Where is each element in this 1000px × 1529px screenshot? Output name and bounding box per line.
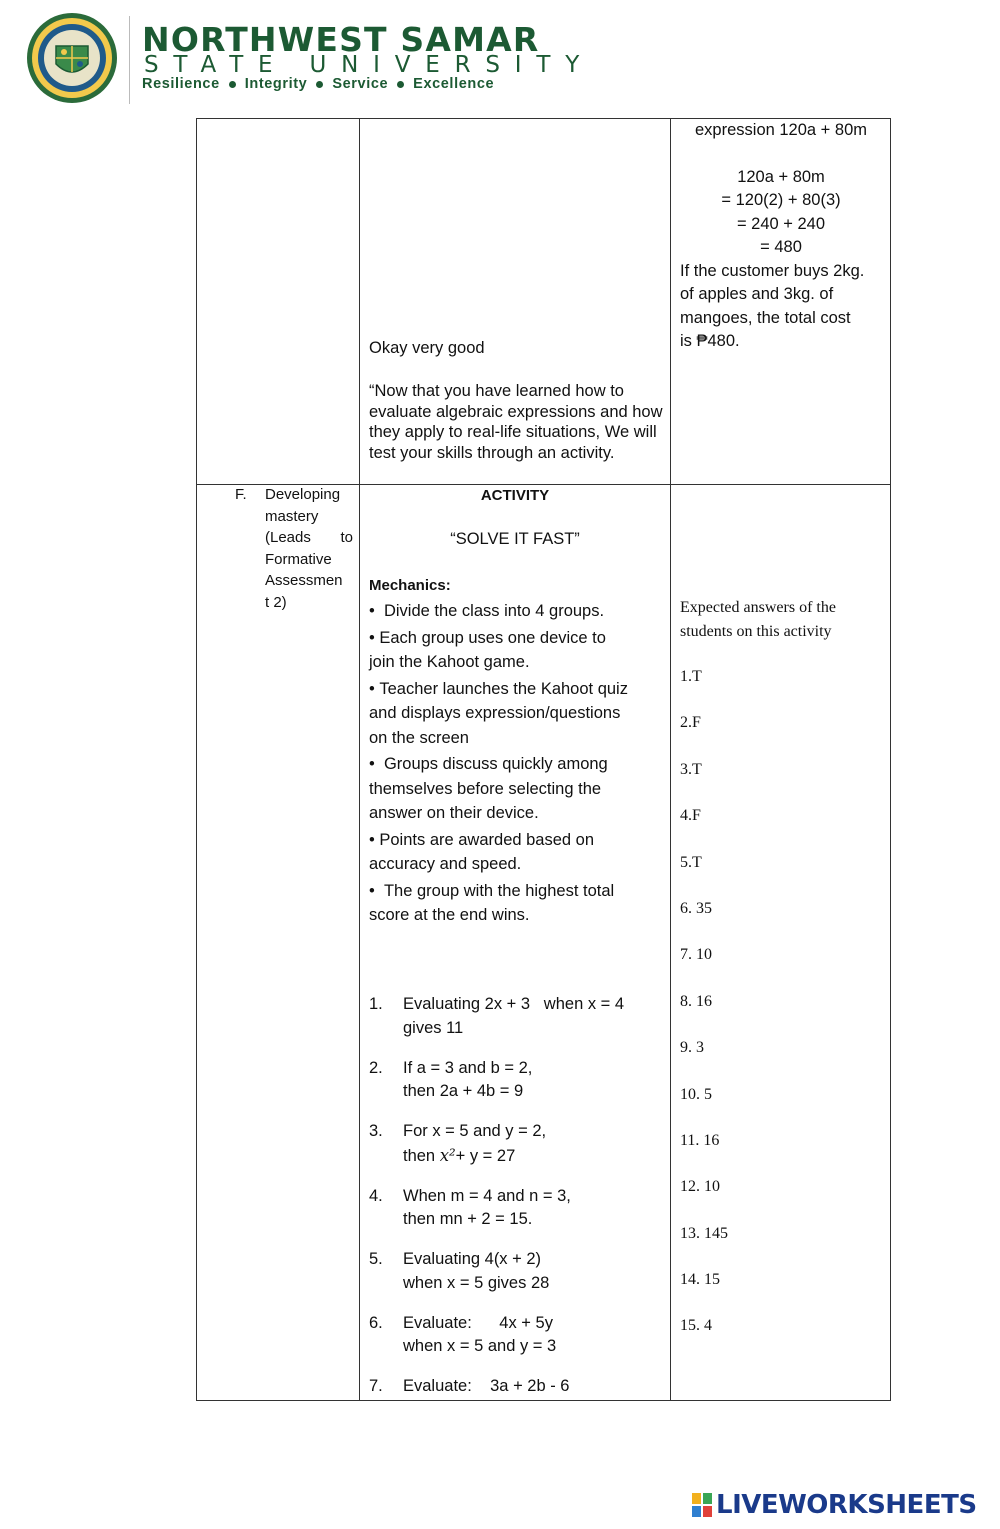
answer-item: 2.F [680, 714, 701, 732]
answer-item: 4.F [680, 807, 701, 825]
bullet-icon: • [369, 679, 380, 698]
answer-item: 3.T [680, 760, 702, 778]
question-item: 5. Evaluating 4(x + 2) when x = 5 gives 28 [369, 1250, 550, 1292]
answer-item: 7. 10 [680, 946, 712, 964]
student-conclusion-line: is ₱480. [680, 332, 740, 350]
question-list [369, 993, 669, 1399]
student-conclusion-line: of apples and 3kg. of [680, 285, 834, 303]
answer-item: 9. 3 [680, 1039, 704, 1057]
motto-word: Excellence [413, 76, 495, 92]
activity-label: ACTIVITY [480, 487, 550, 504]
liveworksheets-wordmark: LIVEWORKSHEETS [716, 1490, 977, 1520]
answer-item: 12. 10 [680, 1178, 720, 1196]
bullet-icon: • [369, 830, 380, 849]
motto-word: Service [332, 76, 389, 92]
bullet-icon: • [369, 602, 384, 620]
student-conclusion-line: mangoes, the total cost [680, 309, 851, 327]
student-step: = 480 [760, 238, 802, 256]
teacher-remark: Okay very good [369, 339, 485, 357]
bullet-icon: • [369, 881, 384, 900]
bullet-icon [316, 81, 323, 88]
student-expression-heading: expression 120a + 80m [695, 121, 867, 139]
section-title-line: Developing [265, 486, 341, 503]
bullet-icon: • [369, 755, 384, 773]
mechanics-bullet: • The group with the highest total score at the end wins. [369, 881, 615, 924]
section-title-line: t 2) [265, 593, 287, 611]
university-seal-icon [26, 12, 118, 104]
student-step: = 120(2) + 80(3) [721, 191, 841, 209]
answer-item: 5.T [680, 853, 702, 871]
answer-item: 6. 35 [680, 899, 712, 917]
teacher-transition-quote: “Now that you have learned how to evaluate algebraic expressions and how they apply to real-life situations, We will test your skills through an activity. [369, 382, 663, 462]
lesson-plan-table [196, 118, 891, 1401]
university-subtitle: STATE UNIVERSITY [144, 52, 595, 78]
question-item: 6. Evaluate: 4x + 5y when x = 5 and y = 3 [369, 1313, 557, 1355]
section-title-line: Formative [265, 550, 332, 568]
section-letter: F. [235, 486, 247, 503]
answer-item: 14. 15 [680, 1271, 720, 1289]
mechanics-bullet: • Each group uses one device to join the Kahoot game. [369, 628, 606, 671]
answer-item: 13. 145 [680, 1224, 728, 1242]
column-divider [359, 119, 360, 1400]
answer-item: 10. 5 [680, 1085, 712, 1103]
column-divider [670, 119, 671, 1400]
university-motto [142, 76, 494, 92]
header-divider [129, 16, 130, 104]
question-item: 7. Evaluate: 3a + 2b - 6 [369, 1377, 570, 1395]
liveworksheets-logo[interactable] [692, 1488, 988, 1522]
answer-item: 15. 4 [680, 1317, 712, 1335]
answers-heading: Expected answers of the students on this activity [680, 599, 836, 640]
motto-word: Integrity [244, 76, 308, 92]
mechanics-bullet: • Groups discuss quickly among themselves before selecting the answer on their device. [369, 755, 608, 822]
student-step: = 240 + 240 [736, 215, 826, 233]
mechanics-bullet: • Teacher launches the Kahoot quiz and displays expression/questions on the screen [369, 679, 628, 747]
mechanics-bullet: • Divide the class into 4 groups. [369, 602, 605, 620]
mechanics-label: Mechanics: [369, 577, 451, 594]
bullet-icon [397, 81, 404, 88]
activity-title: “SOLVE IT FAST” [450, 530, 580, 548]
answer-item: 8. 16 [680, 992, 712, 1010]
liveworksheets-icon [692, 1493, 712, 1517]
mechanics-bullet: • Points are awarded based on accuracy and speed. [369, 830, 595, 873]
section-title [265, 484, 353, 613]
question-item: 2. If a = 3 and b = 2, then 2a + 4b = 9 [369, 1058, 533, 1100]
answer-item: 1.T [680, 668, 702, 685]
question-item: 1. Evaluating 2x + 3 when x = 4 gives 11 [369, 995, 625, 1037]
question-item: 3. For x = 5 and y = 2, then x²+ y = 27 [369, 1122, 547, 1165]
answers-list [680, 665, 880, 1338]
student-conclusion-line: If the customer buys 2kg. [680, 262, 865, 280]
question-item: 4. When m = 4 and n = 3, then mn + 2 = 15. [369, 1186, 571, 1228]
motto-word: Resilience [142, 76, 220, 92]
university-name: NORTHWEST SAMAR [142, 20, 540, 59]
bullet-icon [229, 81, 236, 88]
section-title-line: mastery [265, 507, 319, 525]
bullet-icon: • [369, 628, 380, 647]
section-title-line: (Leads to [265, 529, 353, 546]
student-step: 120a + 80m [737, 168, 825, 186]
section-title-line: Assessmen [265, 572, 343, 589]
mechanics-list [369, 599, 669, 928]
answer-item: 11. 16 [680, 1131, 720, 1149]
university-header [26, 12, 595, 108]
